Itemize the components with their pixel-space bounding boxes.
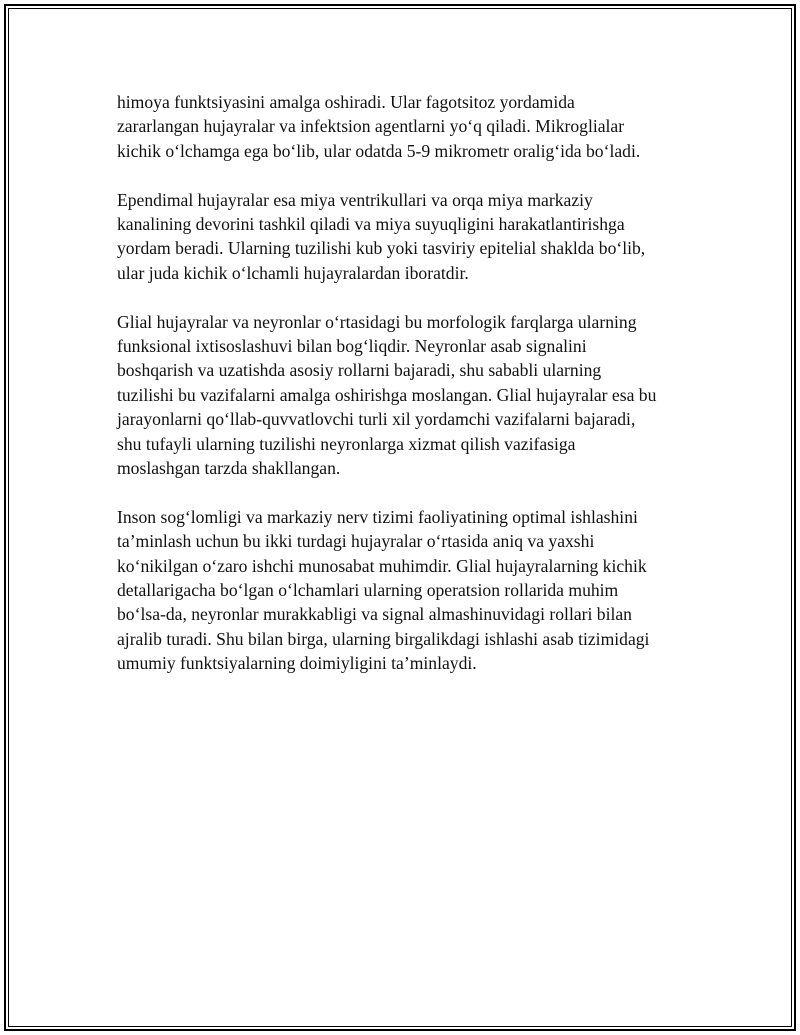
paragraph-4 (117, 505, 697, 676)
text-line: tuzilishi bu vazifalarni amalga oshirishga moslangan. Glial hujayralar esa bu (117, 384, 657, 405)
paragraph-1 (117, 90, 697, 163)
text-line: himoya funktsiyasini amalga oshiradi. Ular fagotsitoz yordamida (117, 92, 575, 112)
text-line: Glial hujayralar va neyronlar o‘rtasidagi bu morfologik farqlarga ularning (117, 311, 637, 332)
text-line: detallarigacha bo‘lgan o‘lchamlari ularning operatsion rollarida muhim (117, 580, 619, 601)
text-line: shu tufayli ularning tuzilishi neyronlarga xizmat qilish vazifasiga (117, 433, 576, 454)
text-line: bo‘lsa-da, neyronlar murakkabligi va signal almashinuvidagi rollari bilan (117, 604, 632, 625)
paragraph-3 (117, 310, 697, 481)
paragraph-2 (117, 188, 697, 286)
text-line: kichik o‘lchamga ega bo‘lib, ular odatda 5-9 mikrometr oralig‘ida bo‘ladi. (117, 140, 641, 161)
text-line: yordam beradi. Ularning tuzilishi kub yoki tasviriy epitelial shaklda bo‘lib, (117, 238, 646, 259)
text-line: boshqarish va uzatishda asosiy rollarni bajaradi, shu sababli ularning (117, 360, 602, 381)
document-body (117, 90, 697, 700)
text-line: ular juda kichik o‘lchamli hujayralardan iboratdir. (117, 262, 469, 283)
text-line: jarayonlarni qo‘llab-quvvatlovchi turli xil yordamchi vazifalarni bajaradi, (117, 409, 636, 430)
text-line: funksional ixtisoslashuvi bilan bog‘liqdir. Neyronlar asab signalini (117, 336, 587, 357)
text-line: Inson sog‘lomligi va markaziy nerv tizimi faoliyatining optimal ishlashini (117, 506, 638, 527)
text-line: moslashgan tarzda shakllangan. (117, 458, 341, 479)
text-line: kanalining devorini tashkil qiladi va miya suyuqligini harakatlantirishga (117, 214, 625, 235)
text-line: umumiy funktsiyalarning doimiyligini ta’minlaydi. (117, 653, 477, 674)
text-line: ko‘nikilgan o‘zaro ishchi munosabat muhimdir. Glial hujayralarning kichik (117, 555, 647, 576)
text-line: ajralib turadi. Shu bilan birga, ularning birgalikdagi ishlashi asab tizimidagi (117, 628, 650, 649)
text-line: ta’minlash uchun bu ikki turdagi hujayralar o‘rtasida aniq va yaxshi (117, 531, 595, 552)
text-line: zararlangan hujayralar va infektsion agentlarni yo‘q qiladi. Mikroglialar (117, 116, 625, 137)
text-line: Ependimal hujayralar esa miya ventrikullari va orqa miya markaziy (117, 189, 593, 210)
